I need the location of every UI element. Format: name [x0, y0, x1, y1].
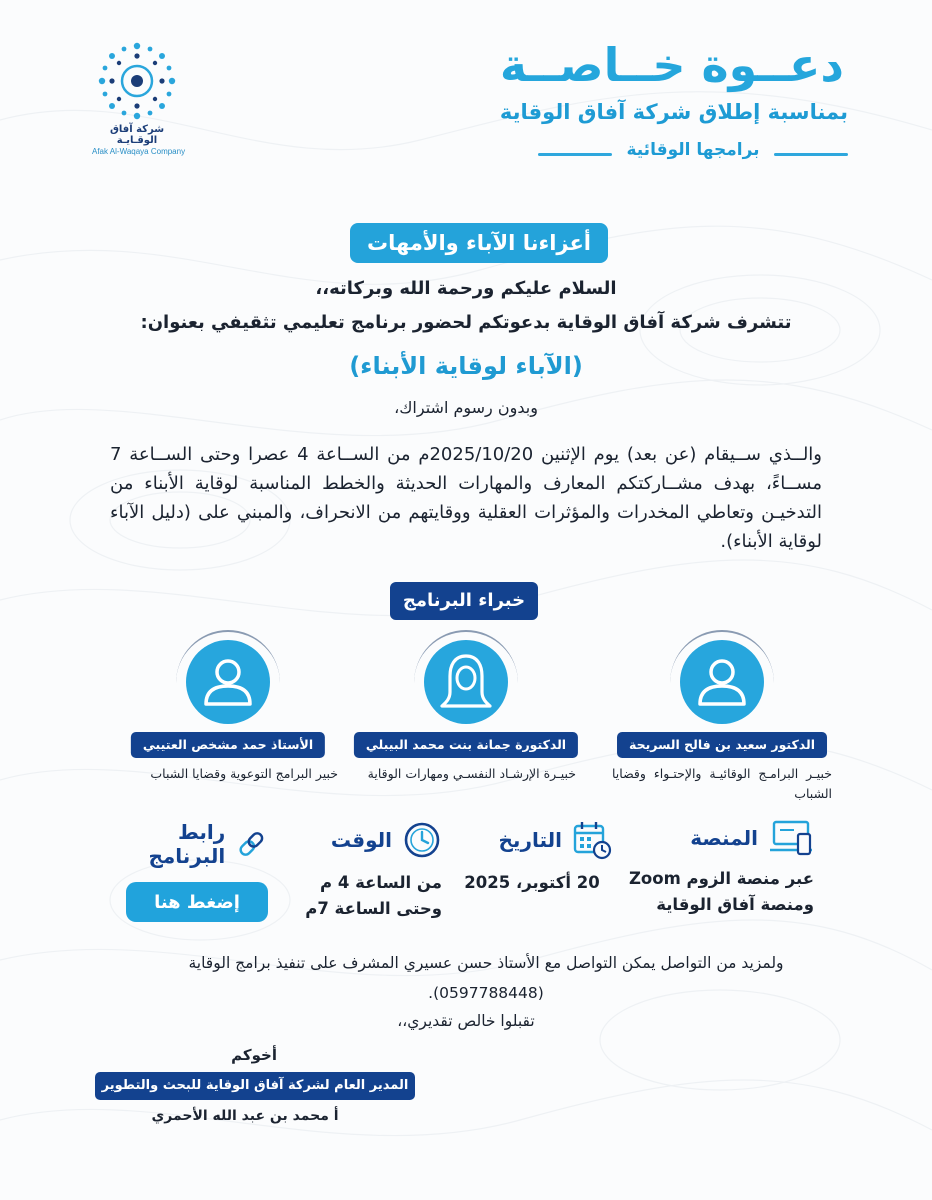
contact-text: ولمزيد من التواصل يمكن التواصل مع الأستاذ حسن عسيري المشرف على تنفيذ برامج الوقاية (0597788448).: [188, 954, 784, 1002]
expert-name: الأستاذ حمد مشخص العتيبي: [131, 732, 325, 758]
expert-name: الدكتور سعيد بن فالح السريحة: [617, 732, 827, 758]
expert-role: خبير البرامج التوعوية وقضايا الشباب: [150, 766, 338, 781]
logo-company-name-english: Afak Al-Waqaya Company: [92, 147, 186, 156]
date-value: 20 أكتوبر، 2025: [464, 873, 600, 892]
signature-title: المدير العام لشركة آفاق الوقاية للبحث والتطوير: [95, 1072, 415, 1100]
closing-text: تقبلوا خالص تقديري،،: [397, 1012, 535, 1030]
salutation-badge: أعزاءنا الآباء والأمهات: [350, 223, 608, 263]
devices-icon: [768, 820, 814, 856]
program-title: (الآباء لوقاية الأبناء): [349, 352, 583, 380]
program-link-info: [118, 820, 268, 922]
date-info: [452, 820, 612, 896]
experts-heading: خبراء البرنامج: [390, 582, 538, 620]
company-logo: [92, 40, 186, 156]
logo-company-name-arabic: شركة آفاق الوقـايـة: [109, 124, 165, 146]
platform-label: المنصة: [690, 826, 758, 850]
program-link-label: رابط البرنامج: [148, 820, 226, 868]
female-avatar-icon: [424, 640, 508, 724]
calendar-icon: [572, 820, 612, 860]
time-line-2: وحتى الساعة 7م: [305, 899, 442, 918]
clock-icon: [402, 820, 442, 860]
male-avatar-icon: [186, 640, 270, 724]
platform-info: [614, 820, 814, 918]
click-here-button[interactable]: إضغط هنا: [126, 882, 268, 922]
time-line-1: من الساعة 4 م: [320, 873, 442, 892]
greeting-text: السلام عليكم ورحمة الله وبركاته،،: [315, 278, 617, 299]
logo-emblem-icon: [96, 40, 178, 122]
time-info: [292, 820, 442, 922]
invitation-text: تتشرف شركة آفاق الوقاية بدعوتكم لحضور برنامج تعليمي تثقيفي بعنوان:: [140, 312, 792, 333]
expert-name: الدكتورة جمانة بنت محمد البيبلي: [354, 732, 578, 758]
no-fee-note: وبدون رسوم اشتراك،: [394, 398, 538, 417]
tagline-row: [538, 138, 848, 168]
expert-role: خبيـرة الإرشـاد النفسـي ومهارات الوقاية: [367, 766, 576, 781]
tagline: برامجها الوقائية: [626, 140, 760, 160]
signature-from: أخوكم: [231, 1046, 277, 1064]
program-description: والــذي ســيقام (عن بعد) يوم الإثنين 2025/10/20م من الســاعة 4 عصرا وحتى الســاعة 7 مســاءً، بهدف مشــاركتكم المعارف والمهارات الحديثة والخطط المناسبة لوقاية الأبناء من التدخيـن وتعاطي المخدرات والمؤثرات العقلية ووقايتهم من الانحراف، والمبني على (دليل الآباء لوقاية الأبناء).: [110, 444, 822, 552]
time-label: الوقت: [330, 828, 392, 852]
platform-line-2: ومنصة آفاق الوقاية: [656, 895, 814, 914]
date-label: التاريخ: [498, 828, 562, 852]
expert-role: خبيـر البرامـج الوقائيـة والإحتـواء وقضايا الشباب: [612, 766, 832, 801]
invitation-title: دعــوة خــاصــة: [499, 38, 844, 92]
male-avatar-icon: [680, 640, 764, 724]
platform-line-1: عبر منصة الزوم Zoom: [628, 869, 814, 888]
signature-name: أ محمد بن عبد الله الأحمري: [151, 1108, 339, 1124]
link-icon: [235, 824, 268, 864]
invitation-subtitle: بمناسبة إطلاق شركة آفاق الوقاية: [499, 100, 848, 124]
